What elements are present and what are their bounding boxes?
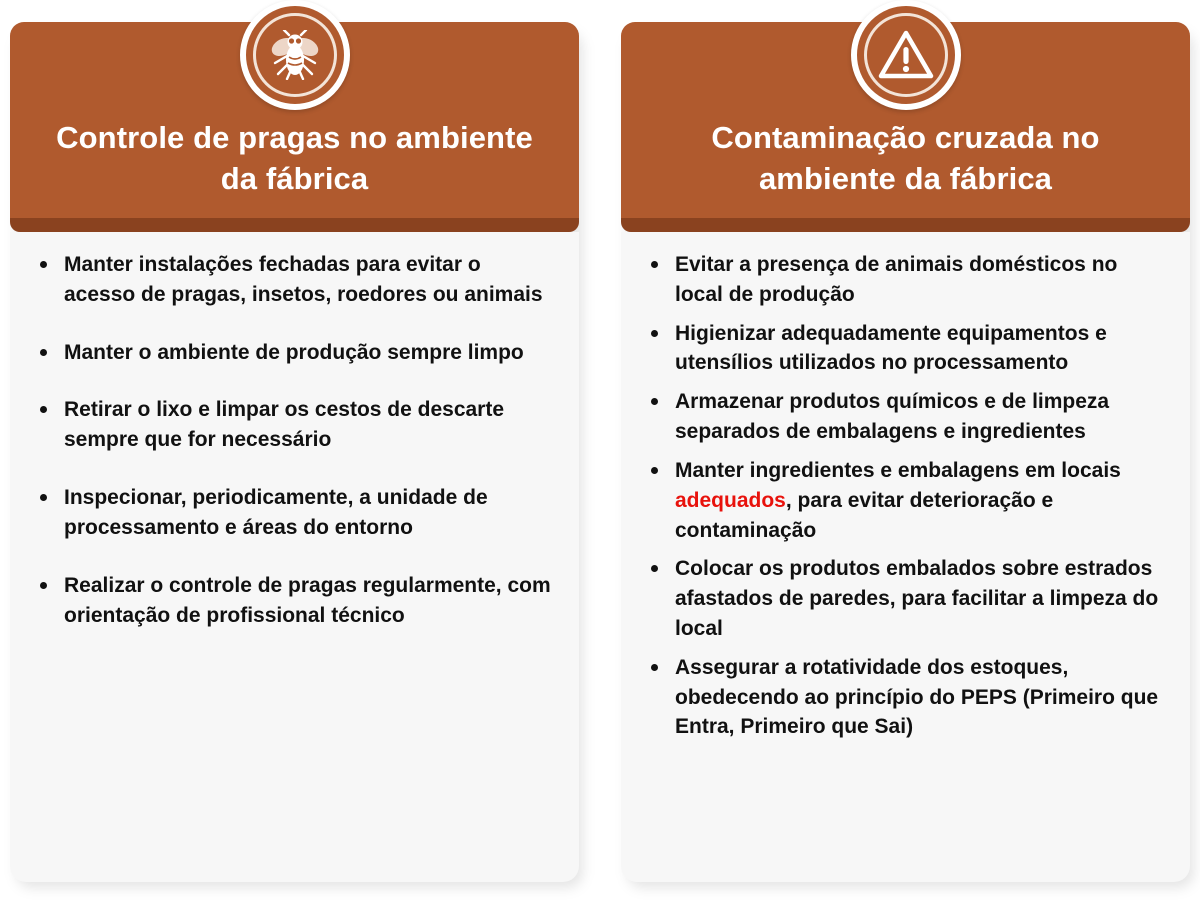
item-text-before: Manter ingredientes e embalagens em locais <box>675 458 1121 482</box>
badge-pest-control <box>240 0 350 110</box>
badge-ring <box>253 13 337 97</box>
cross-contamination-list <box>637 250 1168 742</box>
header-accent-strip <box>621 218 1190 232</box>
list-item: Higienizar adequadamente equipamentos e utensílios utilizados no processamento <box>671 319 1168 379</box>
card-title: Controle de pragas no ambiente da fábrica <box>56 120 533 197</box>
list-item: Assegurar a rotatividade dos estoques, obedecendo ao princípio do PEPS (Primeiro que Entra, Primeiro que Sai) <box>671 653 1168 742</box>
card-body <box>621 232 1190 882</box>
warning-triangle-icon <box>878 29 934 81</box>
list-item: Armazenar produtos químicos e de limpeza separados de embalagens e ingredientes <box>671 387 1168 447</box>
list-item: Retirar o lixo e limpar os cestos de descarte sempre que for necessário <box>60 395 557 455</box>
badge-ring <box>864 13 948 97</box>
fly-insect-icon <box>267 30 323 80</box>
list-item: Manter instalações fechadas para evitar o acesso de pragas, insetos, roedores ou animais <box>60 250 557 310</box>
list-item: Evitar a presença de animais domésticos no local de produção <box>671 250 1168 310</box>
list-item: Realizar o controle de pragas regularmente, com orientação de profissional técnico <box>60 571 557 631</box>
list-item: Inspecionar, periodicamente, a unidade de processamento e áreas do entorno <box>60 483 557 543</box>
list-item: Manter o ambiente de produção sempre limpo <box>60 338 557 368</box>
badge-cross-contamination <box>851 0 961 110</box>
card-title: Contaminação cruzada no ambiente da fábrica <box>711 120 1100 197</box>
card-body <box>10 232 579 882</box>
list-item: Colocar os produtos embalados sobre estrados afastados de paredes, para facilitar a limpeza do local <box>671 554 1168 643</box>
card-pest-control <box>10 22 579 882</box>
card-cross-contamination <box>621 22 1190 882</box>
list-item-highlighted <box>671 456 1168 545</box>
pest-control-list <box>26 250 557 630</box>
item-text-after: , para evitar deterioração e contaminação <box>675 488 1054 542</box>
item-text-highlight: adequados <box>675 488 786 512</box>
header-accent-strip <box>10 218 579 232</box>
